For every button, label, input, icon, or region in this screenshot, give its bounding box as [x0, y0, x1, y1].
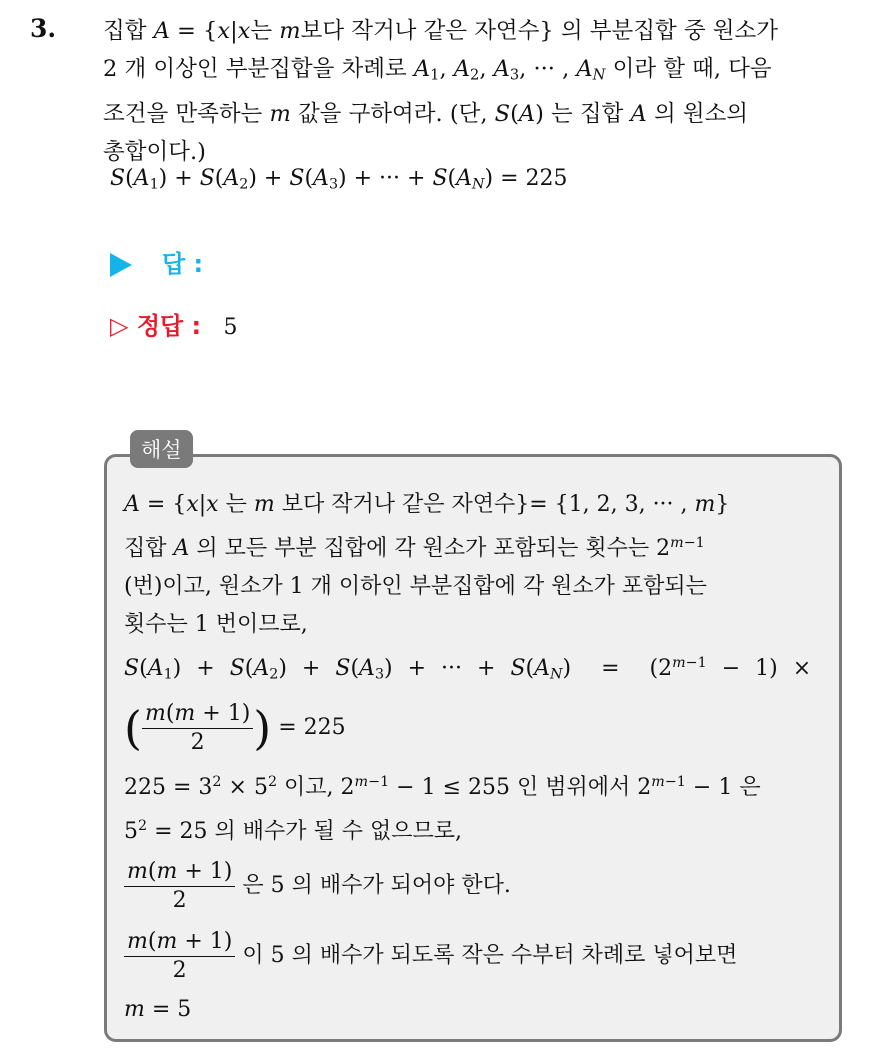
problem-text: [103, 12, 873, 171]
problem-line-3: 조건을 만족하는 m 값을 구하여라. (단, S(A) 는 집합 A 의 원소의: [103, 100, 749, 127]
explanation-line-3: (번)이고, 원소가 1 개 이하인 부분집합에 각 원소가 포함되는: [124, 573, 707, 599]
explanation-line-10: $\frac{m(m + 1)}{2}$ 이 5 의 배수가 되도록 작은 수부터 차례로 넣어보면: [124, 921, 829, 991]
problem-line-4: 총합이다.): [103, 138, 206, 165]
explanation-line-2: 집합 A 의 모든 부분 집합에 각 원소가 포함되는 횟수는 $2^{m-1}$: [124, 535, 705, 561]
explanation-line-4: 횟수는 1 번이므로,: [124, 611, 308, 637]
answer-label: 답 :: [162, 250, 204, 278]
correct-answer-label: 정답 :: [136, 312, 202, 340]
fraction-numerator: m(m + 1): [124, 928, 235, 957]
problem-line-1: 집합 A = {x|x는 m보다 작거나 같은 자연수} 의 부분집합 중 원소가: [103, 18, 778, 44]
condition-equation: $S(A_1) + S(A_2) + S(A_3)$ + ··· + $S(A_N) = 225$: [110, 166, 568, 193]
explanation-line-11: m = 5: [124, 997, 192, 1022]
explanation-line-6: ( $\frac{m(m + 1)}{2}$ ) = 225: [124, 700, 346, 756]
correct-answer-value: 5: [223, 315, 238, 340]
outline-triangle-icon: ▷: [110, 312, 129, 340]
explanation-tag: 해설: [130, 430, 193, 468]
explanation-line-7: $225 = 3^2 \times 5^2$ 이고, $2^{m-1} - 1 \le 255$ 인 범위에서 $2^{m-1} - 1$ 은: [124, 774, 761, 801]
explanation-line-9: $\frac{m(m + 1)}{2}$ 은 5 의 배수가 되어야 한다.: [124, 851, 829, 921]
explanation-line-1: A = {x|x 는 m 보다 작거나 같은 자연수}= {1, 2, 3, ··· , m}: [124, 492, 730, 517]
correct-answer-row: [110, 306, 238, 341]
fraction-denominator: 2: [172, 957, 187, 983]
fraction-numerator: m(m + 1): [124, 858, 235, 887]
explanation-line-8: $5^2 = 25$ 의 배수가 될 수 없으므로,: [124, 818, 463, 844]
explanation-text: [124, 486, 829, 1029]
explanation-line-5: $S(A_1) + S(A_2) + S(A_3)$ + ··· + $S(A_N) = (2^{m-1} - 1)$ ×: [124, 654, 812, 683]
play-triangle-icon: [110, 253, 132, 277]
answer-row: [110, 244, 203, 279]
problem-line-2: 2 개 이상인 부분집합을 차례로 $A_1$, $A_2$, $A_3$, ··· , $A_N$ 이라 할 때, 다음: [103, 56, 772, 84]
fraction-denominator: 2: [172, 887, 187, 913]
problem-number: 3.: [30, 14, 57, 43]
